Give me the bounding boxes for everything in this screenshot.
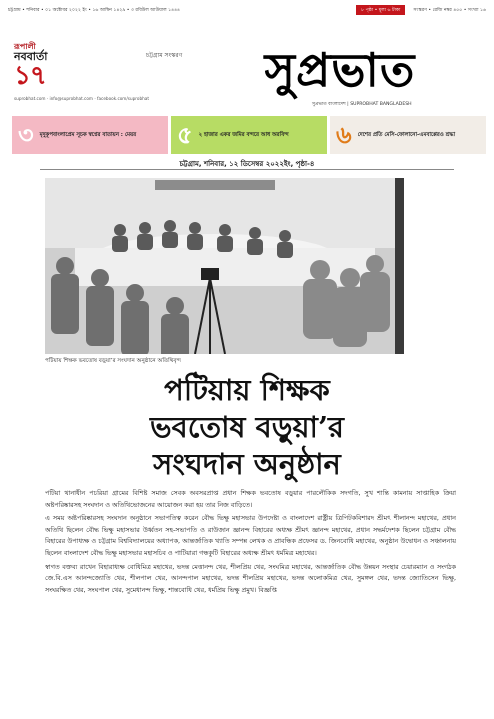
teaser-page-5[interactable] [171, 116, 327, 154]
dateline-registration: সংস্করণ • রেজি নম্বর ৪৫৫ • সংখ্যা ১৬ [413, 8, 486, 13]
teaser-page-number: ৩ [18, 121, 34, 149]
teaser-page-number: ৬ [336, 121, 352, 149]
dateline-date: চট্টগ্রাম • শনিবার • ০১ অক্টোবর ২০২২ ইং • ১৬ আশ্বিন ১৪২৯ • ৩ রবিউল আউয়াল ১৪৪৪ [8, 8, 181, 13]
headline-line-3: সংঘদান অনুষ্ঠান [153, 447, 341, 481]
teaser-text: মৃদুকূপবাংলাপ্রেম সূচক স্বপ্নের বাতায়ন : মেয়র [39, 132, 137, 138]
masthead-tagline: সুপ্রভাত বাংলাদেশ | SUPROBHAT BANGLADESH [312, 102, 412, 107]
article-body [45, 488, 456, 716]
teaser-text: ২ হাজার একর জমির বন্দরে আধ অরবিন্দ [198, 132, 289, 138]
anniversary-subtitle: নববার্তা [14, 50, 48, 63]
anniversary-logo [14, 42, 84, 98]
article-paragraph-3: স্বাগত বক্তব্য রাখেন বিহারাধ্যক্ষ বোধিমিত্র মহাথের, ভদন্ত মেত্তানন্দ থের, শীলপ্রিয় থের, সংঘমিত্র মহাথের, আন্তর্জাতিক বৌদ্ধ উন্নয়ন সংস্থার চেয়ারম্যান ও সংগঠক জে.বি.এস আনন্দজ্যোতি থের, শীলপাল থের, আনন্দপাল মহাথের, ভদন্ত শীলপ্রিয় মহাথের, ভদন্ত অলোকমিত্র থের, সুমঙ্গল থের, ভদন্ত জ্যোতিসেন ভিক্ষু, সংঘরক্ষিত থের, সংঘপাল থের, সুমেধানন্দ ভিক্ষু, শান্তবোধি থের, ধর্মপ্রিয় ভিক্ষু প্রমুখ। বিজ্ঞপ্তি [45, 562, 456, 594]
dateline-bar [8, 4, 486, 16]
article-headline [90, 372, 404, 483]
newspaper-masthead: সুপ্রভাত [264, 43, 416, 97]
price-badge: ৮ পৃষ্ঠা • মূল্য ৬ টাকা [356, 5, 405, 15]
photo-caption: পটিয়ায় শিক্ষক ভবতোষ বড়ুয়া’র সংঘদান অনুষ্ঠানে অতিথিবৃন্দ [45, 358, 181, 364]
teaser-page-3[interactable] [12, 116, 168, 154]
news-photo [45, 178, 404, 354]
edition-label: চট্টগ্রাম সংস্করণ [146, 52, 183, 59]
headline-line-2: ভবতোষ বড়ুয়া’র [149, 410, 345, 444]
anniversary-kicker: রূপালী [14, 42, 36, 51]
article-paragraph-1: পটিয়া থানাধীন পচরিয়া গ্রামের বিশিষ্ট সমাজ সেবক অবসরপ্রাপ্ত প্রধান শিক্ষক ভবতোষ বড়ুয়ার পারলৌকিক সদগতি, সুখ শান্তি কামনায় সাপ্তাহিক ক্রিয়া অষ্টপরিষ্কারসহ সংঘদান ও অতিথিভোজনের আয়োজন করা হয় তার নিজ বাড়িতে। [45, 489, 456, 509]
teaser-strip [12, 116, 486, 154]
teaser-page-number: ৫ [177, 121, 193, 149]
page-dateline: চট্টগ্রাম, শনিবার, ১২ ডিসেম্বর ২০২২ইং, পৃষ্ঠা-৪ [179, 160, 315, 168]
headline-line-1: পটিয়ায় শিক্ষক [164, 373, 330, 407]
article-paragraph-2: এ সময় অষ্টপরিষ্কারসহ সংঘদান অনুষ্ঠানে সভাপতিত্ব করেন বৌদ্ধ ভিক্ষু মহাসভার উপদেষ্টা ও বাংলাদেশ রাষ্ট্রীয় ত্রিপিটকবিশারদ শ্রীমৎ শীলানন্দ মহাথের, প্রধান অতিথি ছিলেন বৌদ্ধ ভিক্ষু মহাসভার উর্ধ্বতন সহ-সভাপতি ও রাউজান জ্ঞানন্দ বিহারের অধ্যক্ষ শ্রীমৎ জ্ঞানন্দ মহাথের, প্রধান সদ্ধর্মদেশক ছিলেন চট্টগ্রাম বৌদ্ধ বিহারের উপাধ্যক্ষ ও চট্টগ্রাম বিশ্ববিদ্যালয়ের অধ্যাপক, আন্তর্জাতিক খ্যাতি সম্পন্ন লেখক ও প্রাবন্ধিক প্রফেসর ড. জিনবোধি মহাথের, অনুষ্ঠান উদ্বোধন ও সঞ্চালনায় ছিলেন বাংলাদেশ বৌদ্ধ ভিক্ষু মহাসভার মহাসচিব ও পাটিয়ারা গন্ধকুটি বিহারের অধ্যক্ষ শ্রীমৎ ধর্মমিত্র মহাথের। [45, 514, 456, 557]
divider [40, 169, 454, 170]
teaser-text: দেশের প্রতি মেসি-ফোলানো-এমবাপ্পেরও শ্রদ্ধা [357, 132, 456, 138]
web-addresses: suprobhat.com · info@suprobhat.com · facebook.com/suprobhat [14, 96, 150, 101]
anniversary-number: ১৭ [14, 61, 46, 91]
teaser-page-6[interactable] [330, 116, 486, 154]
